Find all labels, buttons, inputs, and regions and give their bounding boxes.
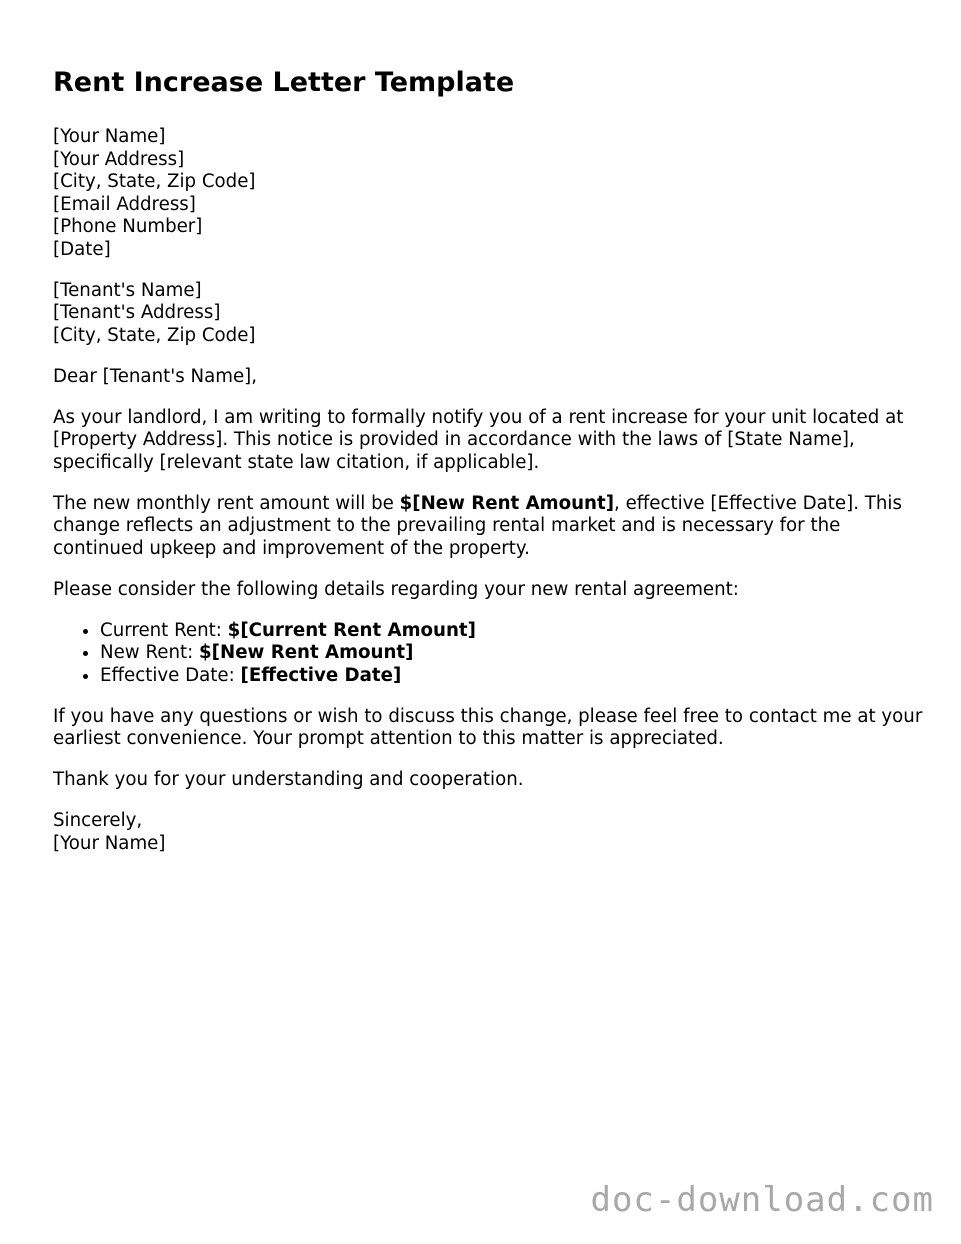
sender-email: [Email Address] <box>53 193 196 215</box>
list-item <box>100 642 923 665</box>
page-title: Rent Increase Letter Template <box>53 67 515 98</box>
closing: Sincerely, <box>53 810 143 831</box>
new-rent-text-after: , effective [Effective Date]. This change reflects an adjustment to the prevailing rental market and is necessary for the continued upkeep and improvement of the property. <box>53 492 902 559</box>
detail-label: Effective Date: <box>100 664 241 686</box>
salutation: Dear [Tenant's Name], <box>53 365 258 387</box>
signature-name: [Your Name] <box>53 832 166 854</box>
sender-phone: [Phone Number] <box>53 216 203 237</box>
rent-details-list <box>53 620 923 688</box>
letter-document <box>53 66 923 874</box>
detail-value: $[Current Rent Amount] <box>227 619 476 641</box>
detail-value: $[New Rent Amount] <box>199 642 414 663</box>
letter-date: [Date] <box>53 238 111 260</box>
contact-paragraph: If you have any questions or wish to discuss this change, please feel free to contact me at your earliest convenience. Your prompt attention to this matter is appreciated. <box>53 705 923 749</box>
sender-address-block <box>53 126 923 261</box>
sender-name: [Your Name] <box>53 126 166 147</box>
recipient-address-block <box>53 280 923 348</box>
sender-address: [Your Address] <box>53 148 185 170</box>
signature-block <box>53 810 923 855</box>
tenant-name: [Tenant's Name] <box>53 279 202 301</box>
thanks-paragraph: Thank you for your understanding and cooperation. <box>53 769 524 790</box>
watermark: doc-download.com <box>590 1180 934 1220</box>
detail-label: New Rent: <box>100 642 200 663</box>
tenant-city-state-zip: [City, State, Zip Code] <box>53 324 256 346</box>
detail-label: Current Rent: <box>100 619 228 641</box>
tenant-address: [Tenant's Address] <box>53 302 221 323</box>
list-item <box>100 620 923 643</box>
sender-city-state-zip: [City, State, Zip Code] <box>53 171 256 192</box>
details-intro-paragraph: Please consider the following details regarding your new rental agreement: <box>53 578 739 600</box>
new-rent-amount: $[New Rent Amount] <box>399 492 615 514</box>
new-rent-text-before: The new monthly rent amount will be <box>53 492 400 514</box>
new-rent-paragraph <box>53 493 923 561</box>
list-item <box>100 665 923 688</box>
detail-value: [Effective Date] <box>240 664 402 686</box>
notice-paragraph: As your landlord, I am writing to formally notify you of a rent increase for your unit located at [Property Address]. This notice is provided in accordance with the laws of [State Name], specifically [relevant state law citation, if applicable]. <box>53 406 904 473</box>
